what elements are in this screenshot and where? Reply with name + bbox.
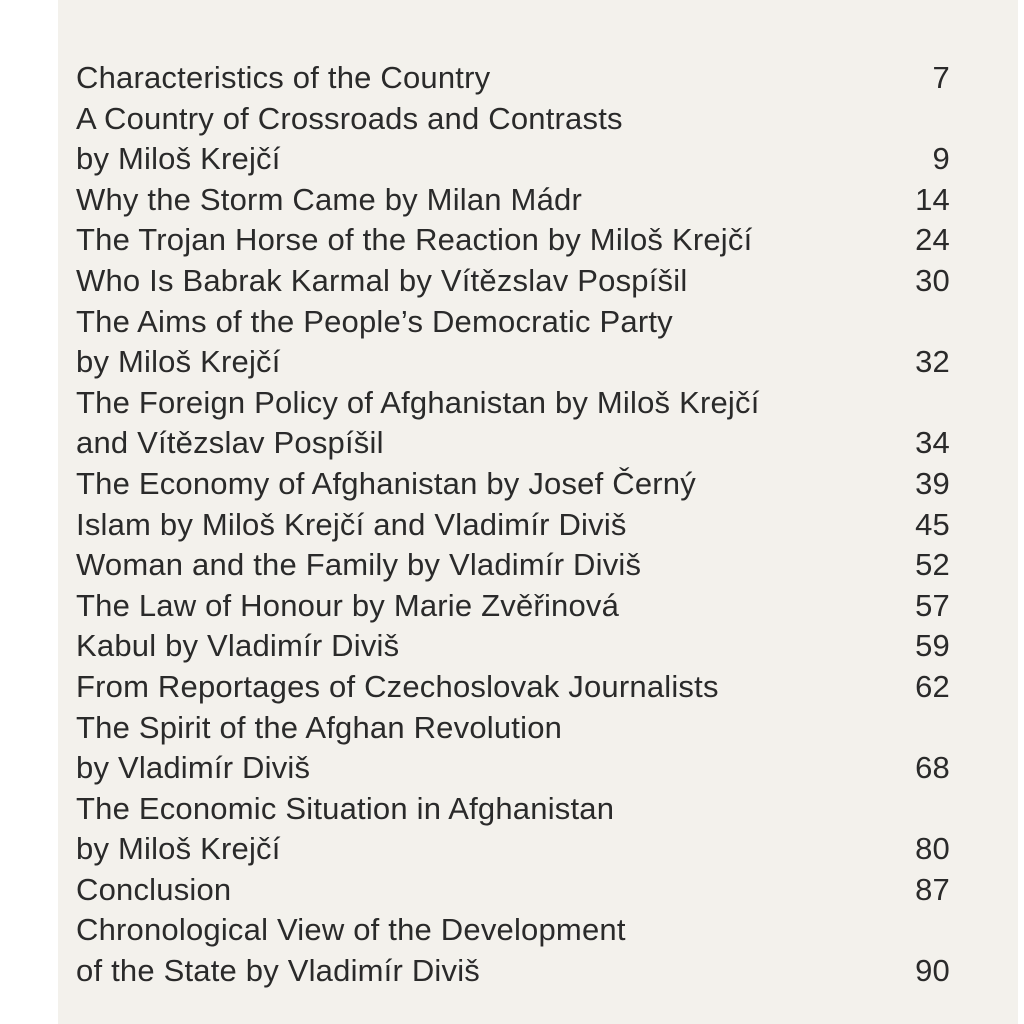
toc-page-number: 68 [915,750,950,786]
toc-line [76,829,956,870]
toc-entry-text: Why the Storm Came by Milan Mádr [76,181,582,217]
toc-page-number: 57 [915,587,950,623]
toc-entry-text: Who Is Babrak Karmal by Vítězslav Pospíšil [76,262,688,298]
toc-page-number: 80 [915,831,950,867]
toc-line [76,951,956,992]
toc-entry-text: Kabul by Vladimír Diviš [76,628,400,664]
toc-page-number: 30 [915,262,950,298]
toc-entry-text: of the State by Vladimír Diviš [76,953,480,989]
toc-line [76,505,956,546]
toc-line [76,667,956,708]
toc-page-number: 9 [932,141,950,177]
toc-entry-text: A Country of Crossroads and Contrasts [76,100,623,136]
table-of-contents [76,58,956,992]
toc-line [76,545,956,586]
toc-entry-text: by Miloš Krejčí [76,344,281,380]
toc-line [76,139,956,180]
toc-line [76,870,956,911]
toc-page-number: 45 [915,506,950,542]
toc-entry-text: The Foreign Policy of Afghanistan by Miloš Krejčí [76,384,760,420]
toc-entry-text: and Vítězslav Pospíšil [76,425,384,461]
toc-page-number: 24 [915,222,950,258]
toc-page-number: 14 [915,181,950,217]
toc-entry-text: by Vladimír Diviš [76,750,311,786]
toc-entry-text: Woman and the Family by Vladimír Diviš [76,547,642,583]
toc-line [76,464,956,505]
toc-entry-text: The Economic Situation in Afghanistan [76,790,615,826]
toc-line [76,99,956,140]
toc-page-number: 87 [915,871,950,907]
toc-entry-text: by Miloš Krejčí [76,831,281,867]
toc-entry-text: The Spirit of the Afghan Revolution [76,709,563,745]
toc-entry-text: The Economy of Afghanistan by Josef Černý [76,465,696,501]
toc-line [76,708,956,749]
toc-line [76,423,956,464]
toc-line [76,910,956,951]
toc-line [76,58,956,99]
toc-line [76,220,956,261]
toc-line [76,383,956,424]
toc-page-number: 34 [915,425,950,461]
toc-entry-text: by Miloš Krejčí [76,141,281,177]
toc-line [76,789,956,830]
toc-line [76,748,956,789]
toc-page-number: 90 [915,953,950,989]
toc-page-number: 7 [932,60,950,95]
toc-entry-text: The Law of Honour by Marie Zvěřinová [76,587,620,623]
toc-page-number: 52 [915,547,950,583]
toc-line [76,626,956,667]
page-margin [0,0,58,1024]
toc-entry-text: The Aims of the People’s Democratic Party [76,303,673,339]
toc-line [76,180,956,221]
toc-entry-text: Islam by Miloš Krejčí and Vladimír Diviš [76,506,627,542]
toc-line [76,261,956,302]
toc-entry-text: Chronological View of the Development [76,912,626,948]
toc-entry-text: From Reportages of Czechoslovak Journalists [76,668,719,704]
toc-page-number: 62 [915,668,950,704]
toc-page-number: 39 [915,465,950,501]
toc-page-number: 32 [915,344,950,380]
toc-entry-text: Conclusion [76,871,232,907]
toc-page-number: 59 [915,628,950,664]
toc-line [76,342,956,383]
toc-entry-text: The Trojan Horse of the Reaction by Miloš Krejčí [76,222,753,258]
toc-line [76,302,956,343]
toc-entry-text: Characteristics of the Country [76,60,491,95]
toc-line [76,586,956,627]
